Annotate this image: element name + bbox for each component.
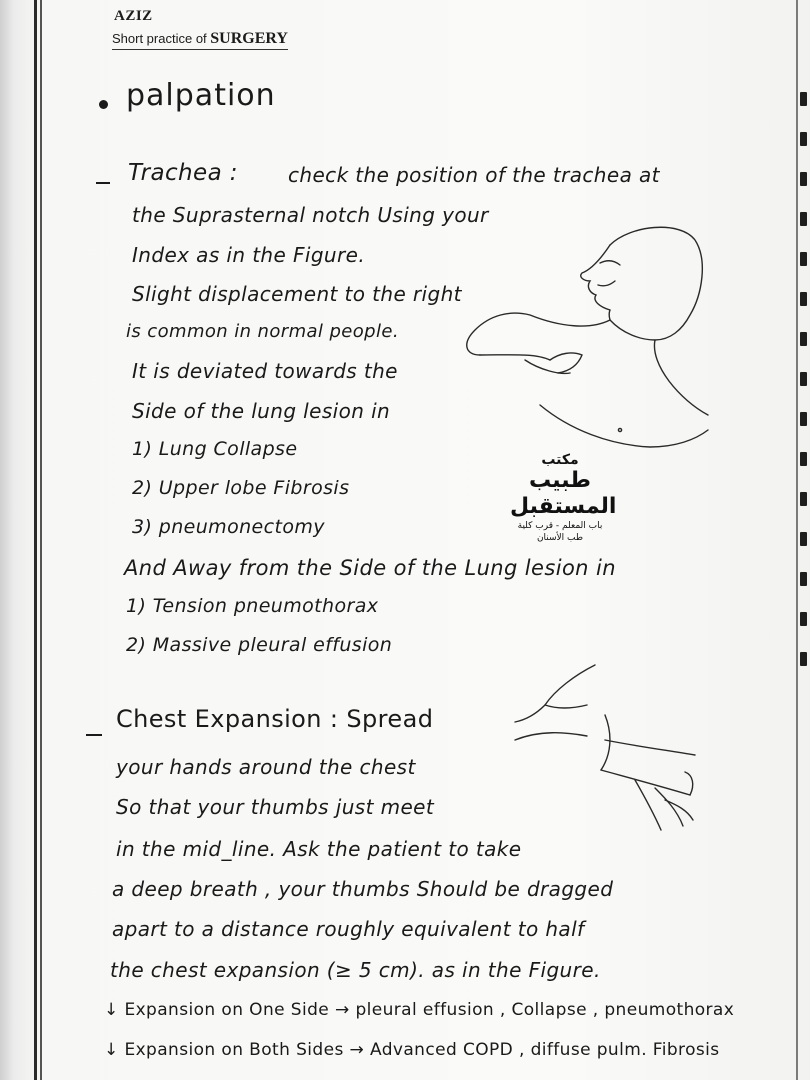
trachea-heading: Trachea : xyxy=(128,160,238,186)
dash-marker xyxy=(86,734,102,736)
binding-line-left xyxy=(34,0,37,1080)
trachea-line: is common in normal people. xyxy=(126,321,399,342)
chest-line: the chest expansion (≥ 5 cm). as in the Figure. xyxy=(110,958,601,982)
expansion-note-both-sides xyxy=(104,1040,720,1060)
binding-hole xyxy=(800,452,807,466)
chest-line: in the mid_line. Ask the patient to take xyxy=(116,837,522,861)
chest-expansion-figure xyxy=(505,660,705,840)
binding-hole xyxy=(800,492,807,506)
binding-hole xyxy=(800,572,807,586)
binding-hole xyxy=(800,332,807,346)
arrow-icon: → xyxy=(349,1040,365,1060)
binding-hole xyxy=(800,132,807,146)
trachea-line: check the position of the trachea at xyxy=(288,163,660,187)
binding-hole xyxy=(800,212,807,226)
trachea-list-item: 2) Upper lobe Fibrosis xyxy=(132,477,350,499)
trachea-list-item: 1) Tension pneumothorax xyxy=(126,595,379,617)
stamp-line-2: طبيب المستقبل xyxy=(510,468,617,519)
binding-hole xyxy=(800,532,807,546)
dash-marker xyxy=(96,182,110,184)
chest-line: a deep breath , your thumbs Should be dragged xyxy=(112,877,614,901)
header-book-title xyxy=(112,30,288,50)
binding-hole xyxy=(800,172,807,186)
trachea-palpation-figure xyxy=(450,215,710,460)
chest-line: your hands around the chest xyxy=(116,755,416,779)
trachea-line: Slight displacement to the right xyxy=(132,282,462,306)
binding-hole xyxy=(800,292,807,306)
bullet-dot xyxy=(99,100,108,109)
chest-line: So that your thumbs just meet xyxy=(116,795,435,819)
note-lead: ↓ Expansion on One Side xyxy=(104,1000,330,1020)
trachea-list-item: 1) Lung Collapse xyxy=(132,438,298,460)
note-result: Advanced COPD , diffuse pulm. Fibrosis xyxy=(369,1040,720,1060)
trachea-line: And Away from the Side of the Lung lesion in xyxy=(124,556,616,580)
binding-hole xyxy=(800,412,807,426)
note-result: pleural effusion , Collapse , pneumothorax xyxy=(355,1000,735,1020)
binding-hole xyxy=(800,652,807,666)
binding-hole xyxy=(800,612,807,626)
trachea-list-item: 3) pneumonectomy xyxy=(132,516,325,538)
binding-hole xyxy=(800,252,807,266)
note-lead: ↓ Expansion on Both Sides xyxy=(104,1040,344,1060)
trachea-line: Index as in the Figure. xyxy=(132,243,366,267)
section-title: palpation xyxy=(126,78,276,113)
trachea-list-item: 2) Massive pleural effusion xyxy=(126,634,393,656)
library-stamp xyxy=(510,452,617,544)
chest-expansion-heading: Chest Expansion : Spread xyxy=(116,705,434,733)
book-name: SURGERY xyxy=(210,30,288,47)
header-brand: AZIZ xyxy=(114,8,153,24)
trachea-line: Side of the lung lesion in xyxy=(132,399,391,423)
trachea-line: It is deviated towards the xyxy=(132,359,398,383)
trachea-line: the Suprasternal notch Using your xyxy=(132,203,489,227)
stamp-line-1: مكتب xyxy=(541,452,579,468)
binding-hole xyxy=(800,372,807,386)
chest-line: apart to a distance roughly equivalent to half xyxy=(112,917,585,941)
binding-line-inner xyxy=(40,0,42,1080)
page-edge-right xyxy=(796,0,798,1080)
book-prefix: Short practice of xyxy=(112,31,211,46)
arrow-icon: → xyxy=(334,1000,350,1020)
binding-hole xyxy=(800,92,807,106)
expansion-note-one-side xyxy=(104,1000,734,1020)
stamp-line-3: باب المعلم - قرب كلية طب الأسنان xyxy=(517,521,603,543)
